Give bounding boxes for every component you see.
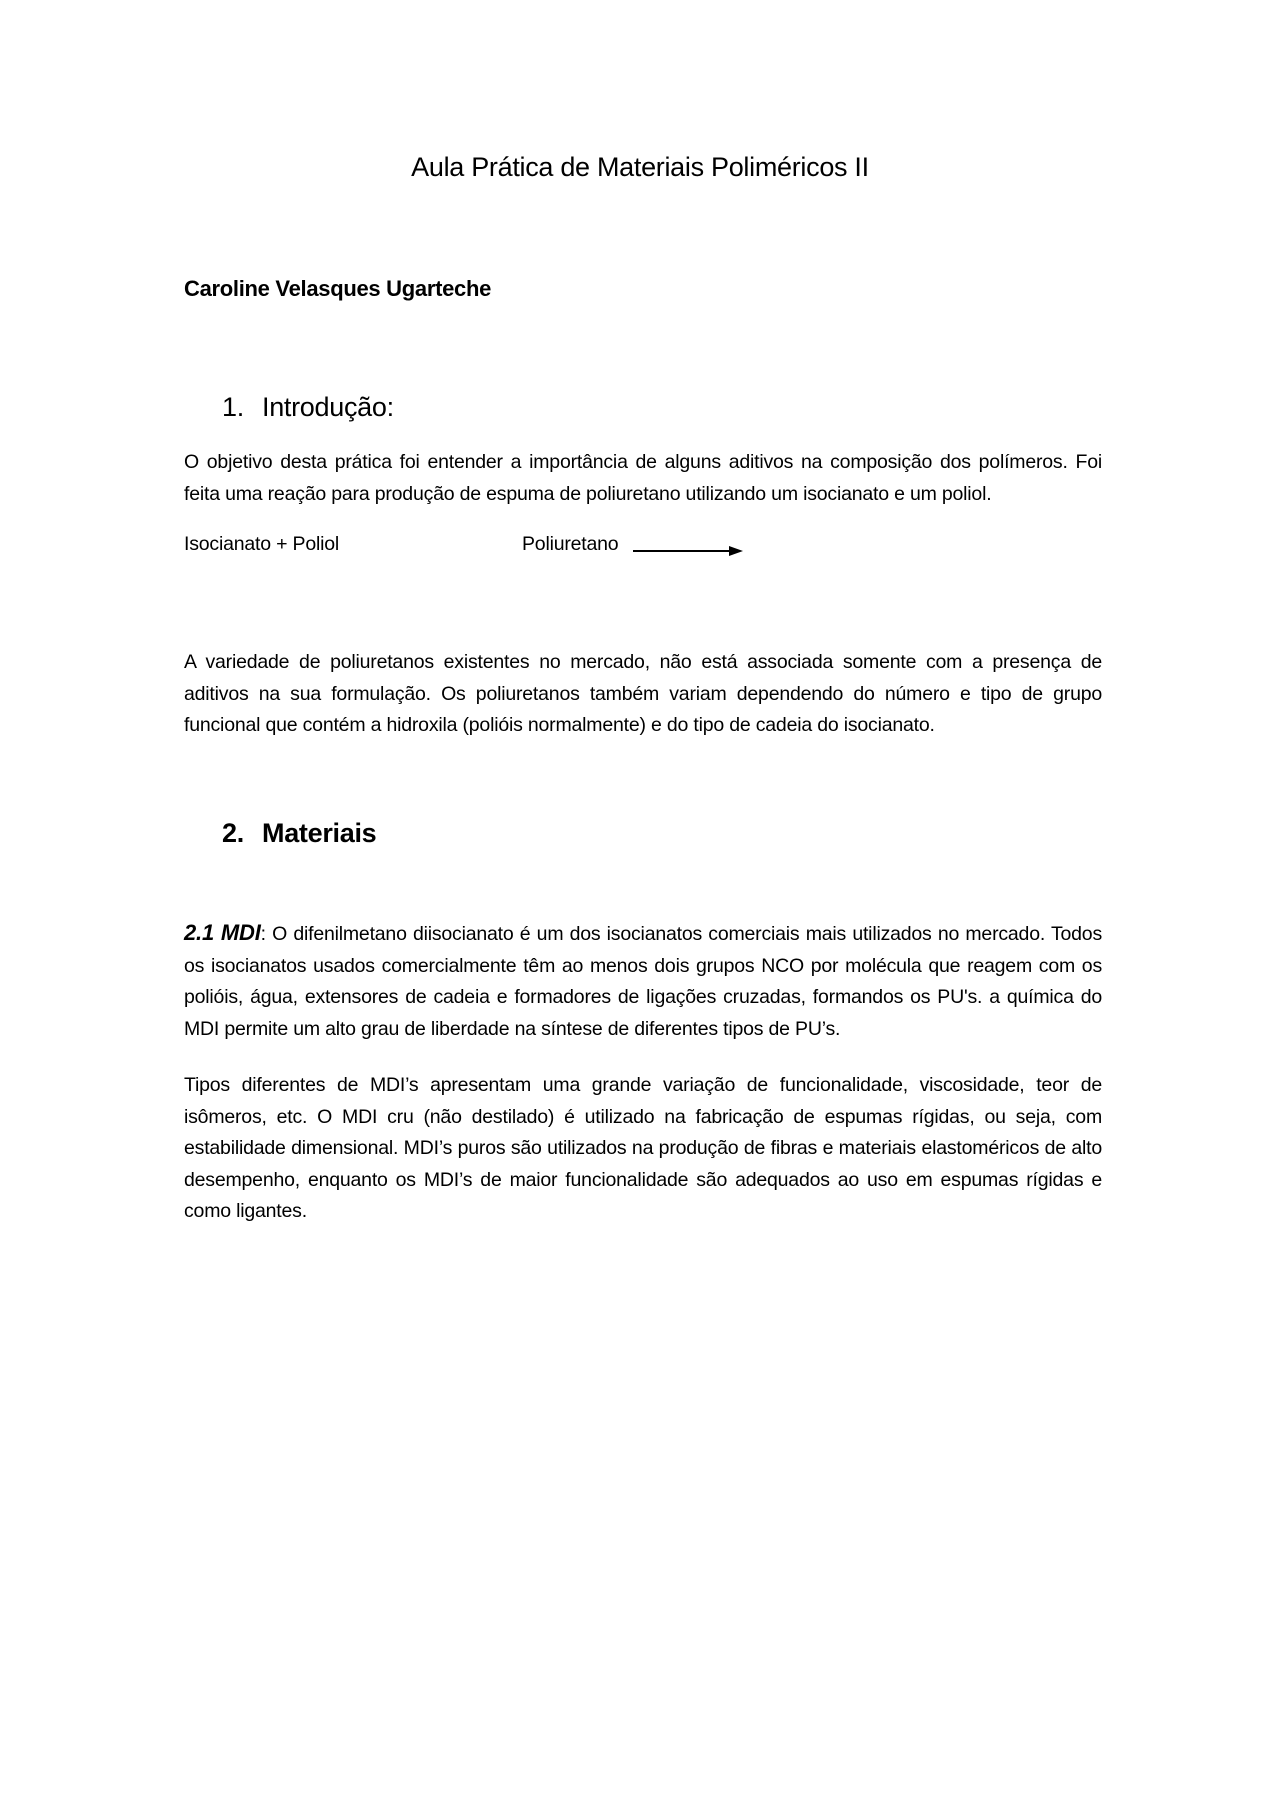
- intro-paragraph: A variedade de poliuretanos existentes no mercado, não está associada somente com a presença de aditivos na sua formulação. Os poliuretanos também variam dependendo do número e tipo de grupo funcional que contém a hidroxila (polióis normalmente) e do tipo de cadeia do isocianato.: [184, 651, 1102, 736]
- reaction-reactants: Isocianato + Poliol: [184, 533, 340, 555]
- section-title: Materiais: [262, 818, 377, 848]
- reaction-product: Poliuretano: [522, 533, 619, 555]
- mdi-paragraph: [184, 917, 1102, 1045]
- section-title: Introdução:: [262, 392, 394, 422]
- section-number: 1.: [222, 392, 244, 422]
- section-heading-materials: [222, 818, 376, 849]
- mdi-paragraph-text: O difenilmetano diisocianato é um dos isocianatos comerciais mais utilizados no mercado. Todos os isocianatos usados comercialmente têm ao menos dois grupos NCO por molécula que reagem com os polióis, água, extensores de cadeia e formadores de ligações cruzadas, formandos os PU's. a química do MDI permite um alto grau de liberdade na síntese de diferentes tipos de PU’s.: [184, 923, 1102, 1040]
- right-arrow-icon: [633, 543, 743, 559]
- document-title: Aula Prática de Materiais Poliméricos II: [411, 152, 869, 182]
- intro-paragraph: O objetivo desta prática foi entender a importância de alguns aditivos na composição dos polímeros. Foi feita uma reação para produção de espuma de poliuretano utilizando um isocianato e um poliol.: [184, 451, 1102, 505]
- section-heading-introduction: [222, 392, 394, 423]
- subsection-separator: :: [260, 923, 266, 945]
- author-name: Caroline Velasques Ugarteche: [184, 276, 492, 301]
- mdi-paragraph: Tipos diferentes de MDI’s apresentam uma grande variação de funcionalidade, viscosidade, teor de isômeros, etc. O MDI cru (não destilado) é utilizado na fabricação de espumas rígidas, ou seja, com estabilidade dimensional. MDI’s puros são utilizados na produção de fibras e materiais elastoméricos de alto desempenho, enquanto os MDI’s de maior funcionalidade são adequados ao uso em espumas rígidas e como ligantes.: [184, 1074, 1102, 1222]
- section-number: 2.: [222, 818, 244, 848]
- subsection-label: 2.1 MDI: [184, 920, 261, 945]
- reaction-equation: [184, 533, 744, 565]
